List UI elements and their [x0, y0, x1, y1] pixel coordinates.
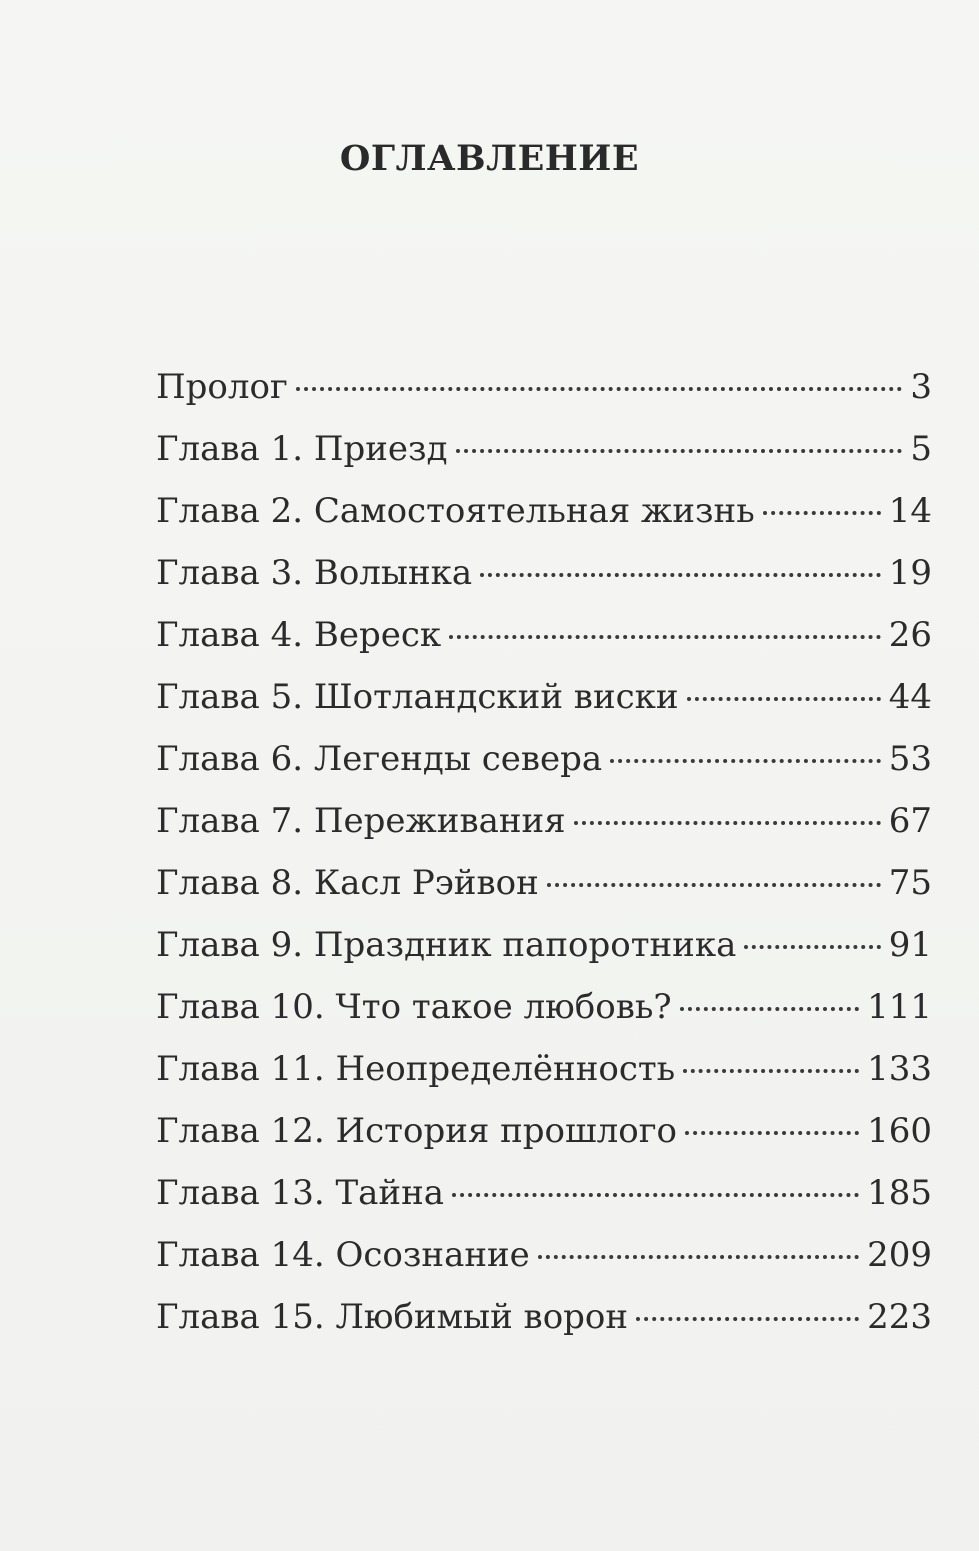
toc-dot-leader — [547, 883, 881, 887]
toc-entry-page: 111 — [867, 987, 932, 1027]
toc-entry-label: Глава 15. Любимый ворон — [156, 1297, 629, 1337]
toc-dot-leader — [449, 635, 881, 639]
toc-dot-leader — [683, 1069, 859, 1073]
toc-entry-label: Глава 7. Переживания — [156, 801, 566, 841]
toc-dot-leader — [687, 697, 881, 701]
toc-entry — [156, 1224, 932, 1286]
toc-entry — [156, 604, 932, 666]
toc-entry-label: Глава 4. Вереск — [156, 615, 442, 655]
toc-dot-leader — [763, 511, 881, 515]
toc-entry-page: 19 — [888, 553, 932, 593]
toc-entry-page: 53 — [888, 739, 932, 779]
toc-entry — [156, 356, 932, 418]
toc-entry-label: Глава 6. Легенды севера — [156, 739, 603, 779]
toc-entry — [156, 666, 932, 728]
toc-entry — [156, 914, 932, 976]
toc-entry-page: 14 — [888, 491, 932, 531]
toc-entry-page: 5 — [910, 429, 932, 469]
toc-entry-label: Глава 2. Самостоятельная жизнь — [156, 491, 755, 531]
toc-dot-leader — [680, 1007, 859, 1011]
toc-entry-label: Глава 9. Праздник папоротника — [156, 925, 737, 965]
toc-entry-label: Глава 13. Тайна — [156, 1173, 445, 1213]
toc-entry-page: 75 — [888, 863, 932, 903]
toc-entry-page: 223 — [867, 1297, 932, 1337]
toc-entry-label: Глава 1. Приезд — [156, 429, 448, 469]
toc-title: ОГЛАВЛЕНИЕ — [339, 138, 640, 179]
toc-entry — [156, 790, 932, 852]
toc-list — [156, 356, 932, 1348]
toc-entry-label: Глава 12. История прошлого — [156, 1111, 677, 1151]
toc-dot-leader — [610, 759, 881, 763]
toc-entry-page: 185 — [867, 1173, 932, 1213]
toc-entry-label: Глава 11. Неопределённость — [156, 1049, 676, 1089]
toc-dot-leader — [685, 1131, 859, 1135]
toc-entry — [156, 852, 932, 914]
toc-entry-label: Глава 5. Шотландский виски — [156, 677, 679, 717]
toc-entry-page: 133 — [867, 1049, 932, 1089]
toc-entry-page: 160 — [867, 1111, 932, 1151]
toc-entry-page: 209 — [867, 1235, 932, 1275]
toc-entry — [156, 976, 932, 1038]
toc-entry — [156, 1162, 932, 1224]
toc-entry — [156, 1286, 932, 1348]
toc-entry-label: Глава 14. Осознание — [156, 1235, 530, 1275]
toc-entry — [156, 418, 932, 480]
toc-entry-label: Глава 3. Волынка — [156, 553, 473, 593]
toc-entry — [156, 728, 932, 790]
toc-dot-leader — [296, 387, 903, 391]
toc-entry-page: 44 — [888, 677, 932, 717]
toc-dot-leader — [538, 1255, 859, 1259]
toc-dot-leader — [636, 1317, 859, 1321]
toc-entry — [156, 1100, 932, 1162]
toc-dot-leader — [574, 821, 881, 825]
toc-entry — [156, 542, 932, 604]
toc-entry — [156, 1038, 932, 1100]
toc-entry-page: 67 — [888, 801, 932, 841]
toc-entry-label: Глава 10. Что такое любовь? — [156, 987, 672, 1027]
toc-entry-page: 26 — [888, 615, 932, 655]
toc-entry — [156, 480, 932, 542]
toc-dot-leader — [452, 1193, 859, 1197]
toc-dot-leader — [744, 945, 880, 949]
toc-entry-page: 91 — [888, 925, 932, 965]
toc-entry-label: Глава 8. Касл Рэйвон — [156, 863, 539, 903]
toc-dot-leader — [456, 449, 903, 453]
toc-entry-label: Пролог — [156, 367, 288, 407]
toc-dot-leader — [480, 573, 881, 577]
toc-entry-page: 3 — [910, 367, 932, 407]
